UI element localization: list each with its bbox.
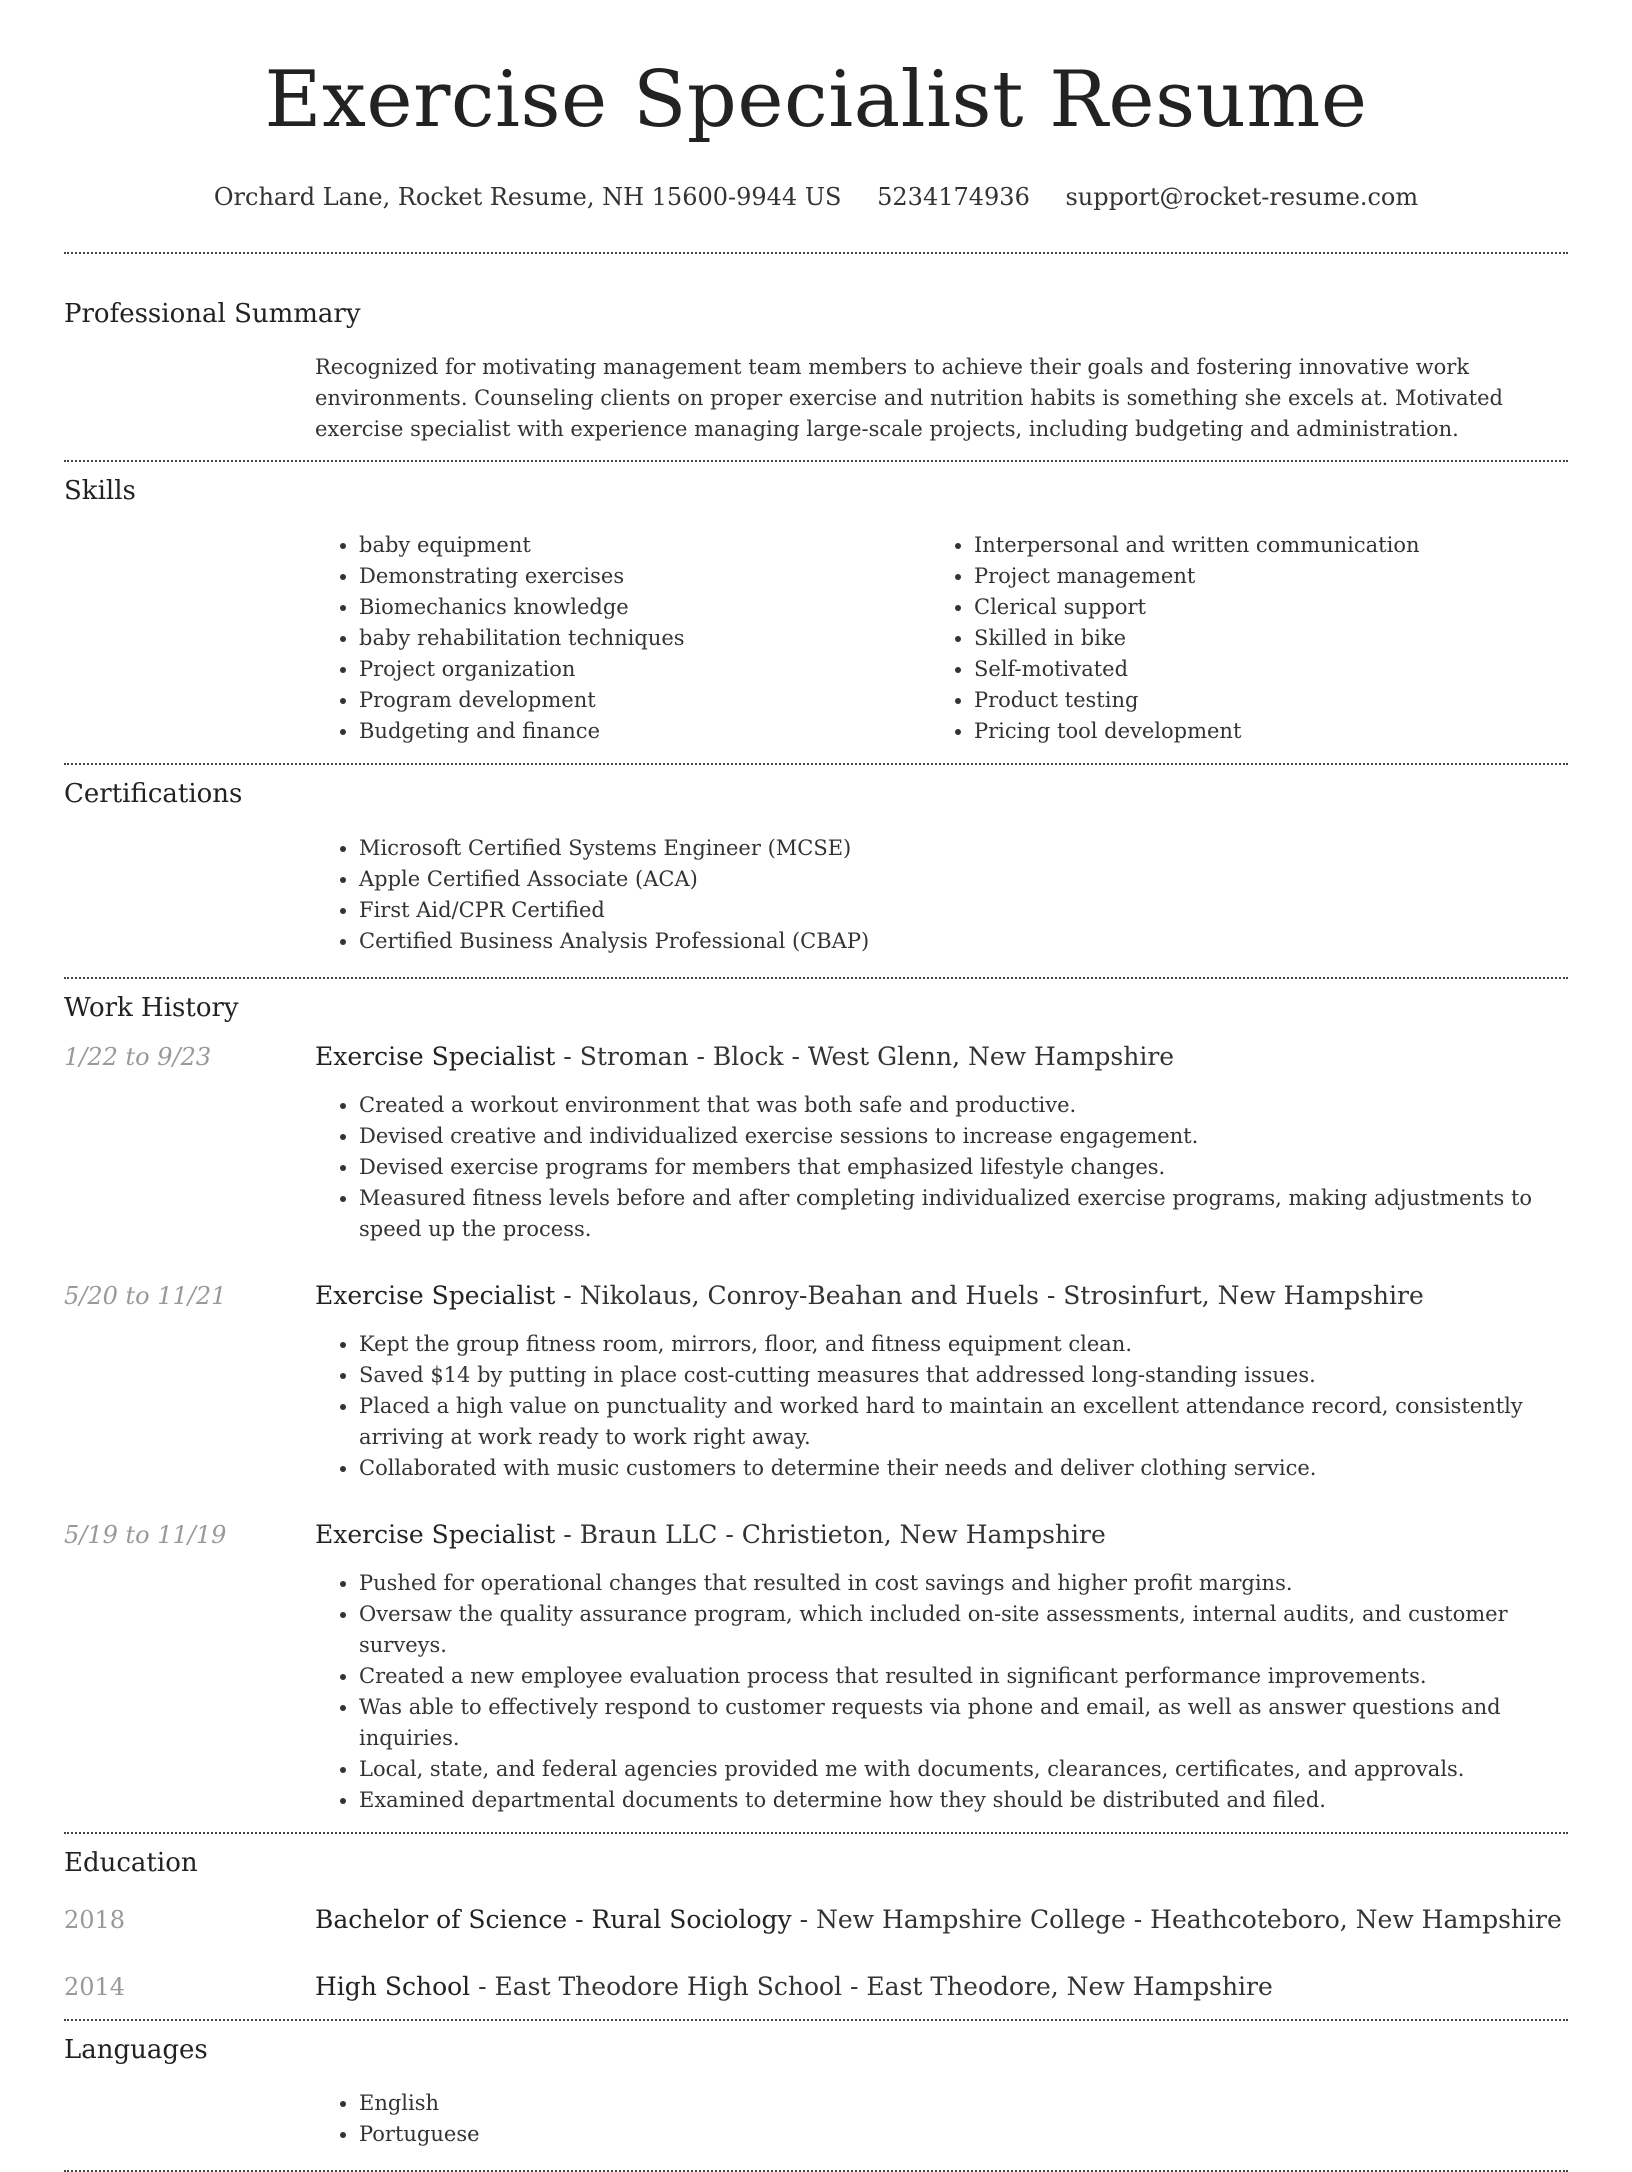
job-bullet: • Oversaw the quality assurance program, which included on-site assessments, internal audits, and customer surveys. <box>359 1599 1568 1661</box>
language-item: • Portuguese <box>359 2119 1568 2150</box>
skill-item: • Pricing tool development <box>974 716 1545 747</box>
skill-item: • Biomechanics knowledge <box>359 592 930 623</box>
job-date: 1/22 to 9/23 <box>64 1043 212 1071</box>
certifications-heading: Certifications <box>64 779 243 809</box>
job-role: Exercise Specialist <box>315 1520 556 1549</box>
summary-section <box>64 254 1568 460</box>
skills-list-left <box>315 530 930 747</box>
skills-grid <box>315 530 1568 747</box>
certifications-list <box>315 833 1568 957</box>
summary-text: Recognized for motivating management team members to achieve their goals and fostering innovative work environments. Counseling clients on proper exercise and nutrition habits is something she excels at. Motivated exercise specialist with experience managing large-scale projects, including budgeting and administration. <box>315 355 1503 441</box>
job-title <box>315 1281 1568 1311</box>
job-role: Exercise Specialist <box>315 1281 556 1310</box>
job-bullet: • Placed a high value on punctuality and worked hard to maintain an excellent attendance record, consistently arriving at work ready to work right away. <box>359 1391 1568 1453</box>
skill-item: • Program development <box>359 685 930 716</box>
job-date: 5/19 to 11/19 <box>64 1521 227 1549</box>
job-employer-location: - Braun LLC - Christieton, New Hampshire <box>555 1520 1106 1549</box>
job-bullet: • Created a workout environment that was both safe and productive. <box>359 1090 1568 1121</box>
education-title <box>315 1972 1568 2002</box>
language-item: • English <box>359 2088 1568 2119</box>
education-school-location: - New Hampshire College - Heathcoteboro, New Hampshire <box>791 1905 1562 1934</box>
skill-item: • Product testing <box>974 685 1545 716</box>
skills-section <box>64 462 1568 763</box>
languages-list <box>315 2088 1568 2150</box>
contact-address: Orchard Lane, Rocket Resume, NH 15600-9944 US <box>213 183 842 211</box>
skill-item: • Skilled in bike <box>974 623 1545 654</box>
work-history-heading: Work History <box>64 993 239 1023</box>
job-employer-location: - Stroman - Block - West Glenn, New Hampshire <box>555 1042 1175 1071</box>
education-degree: Bachelor of Science - Rural Sociology <box>315 1905 792 1934</box>
skills-heading: Skills <box>64 476 136 506</box>
job-details <box>315 1042 1568 1245</box>
summary-heading: Professional Summary <box>64 299 361 329</box>
summary-body <box>315 352 1568 445</box>
education-school-location: - East Theodore High School - East Theodore, New Hampshire <box>470 1972 1273 2001</box>
job-bullets <box>315 1090 1568 1245</box>
job-entry <box>64 1042 1568 1245</box>
education-heading: Education <box>64 1848 198 1878</box>
skill-item: • Clerical support <box>974 592 1545 623</box>
languages-heading: Languages <box>64 2035 208 2065</box>
job-bullet: • Local, state, and federal agencies provided me with documents, clearances, certificates, and approvals. <box>359 1754 1568 1785</box>
languages-section <box>64 2021 1568 2170</box>
skill-item: • Interpersonal and written communication <box>974 530 1545 561</box>
education-entry <box>64 1905 1568 1935</box>
education-section <box>64 1834 1568 2019</box>
contact-line <box>64 182 1568 212</box>
job-bullet: • Was able to effectively respond to customer requests via phone and email, as well as answer questions and inquiries. <box>359 1692 1568 1754</box>
job-bullet: • Collaborated with music customers to determine their needs and deliver clothing service. <box>359 1453 1568 1484</box>
languages-body <box>315 2088 1568 2150</box>
job-bullet: • Examined departmental documents to determine how they should be distributed and filed. <box>359 1785 1568 1816</box>
skills-list-right <box>930 530 1545 747</box>
job-bullet: • Kept the group fitness room, mirrors, floor, and fitness equipment clean. <box>359 1329 1568 1360</box>
skill-item: • Self-motivated <box>974 654 1545 685</box>
skill-item: • baby rehabilitation techniques <box>359 623 930 654</box>
job-bullets <box>315 1329 1568 1484</box>
job-bullet: • Devised creative and individualized exercise sessions to increase engagement. <box>359 1121 1568 1152</box>
skill-item: • Project management <box>974 561 1545 592</box>
job-bullet: • Saved $14 by putting in place cost-cutting measures that addressed long-standing issues. <box>359 1360 1568 1391</box>
education-title <box>315 1905 1568 1935</box>
job-employer-location: - Nikolaus, Conroy-Beahan and Huels - Strosinfurt, New Hampshire <box>555 1281 1424 1310</box>
job-details <box>315 1520 1568 1816</box>
job-entry <box>64 1281 1568 1484</box>
job-role: Exercise Specialist <box>315 1042 556 1071</box>
job-bullet: • Devised exercise programs for members that emphasized lifestyle changes. <box>359 1152 1568 1183</box>
certification-item: • First Aid/CPR Certified <box>359 895 1568 926</box>
job-date: 5/20 to 11/21 <box>64 1282 227 1310</box>
skill-item: • Project organization <box>359 654 930 685</box>
skills-column-left <box>315 530 930 747</box>
skill-item: • baby equipment <box>359 530 930 561</box>
work-history-section <box>64 979 1568 1832</box>
education-date: 2014 <box>64 1973 126 2001</box>
job-entry <box>64 1520 1568 1816</box>
jobs-container <box>64 1042 1568 1816</box>
certification-item: • Certified Business Analysis Professional (CBAP) <box>359 926 1568 957</box>
job-bullet: • Pushed for operational changes that resulted in cost savings and higher profit margins. <box>359 1568 1568 1599</box>
job-title <box>315 1520 1568 1550</box>
job-details <box>315 1281 1568 1484</box>
certifications-section <box>64 765 1568 977</box>
contact-email: support@rocket-resume.com <box>1065 183 1419 211</box>
job-bullet: • Measured fitness levels before and after completing individualized exercise programs, making adjustments to speed up the process. <box>359 1183 1568 1245</box>
education-degree: High School <box>315 1972 471 2001</box>
skill-item: • Demonstrating exercises <box>359 561 930 592</box>
job-bullets <box>315 1568 1568 1816</box>
contact-phone: 5234174936 <box>877 183 1030 211</box>
education-container <box>64 1905 1568 2002</box>
skills-column-right <box>930 530 1545 747</box>
job-title <box>315 1042 1568 1072</box>
job-bullet: • Created a new employee evaluation process that resulted in significant performance improvements. <box>359 1661 1568 1692</box>
education-entry <box>64 1972 1568 2002</box>
skill-item: • Budgeting and finance <box>359 716 930 747</box>
certification-item: • Apple Certified Associate (ACA) <box>359 864 1568 895</box>
certifications-body <box>315 833 1568 957</box>
certification-item: • Microsoft Certified Systems Engineer (MCSE) <box>359 833 1568 864</box>
resume-header <box>64 0 1568 212</box>
resume-title: Exercise Specialist Resume <box>264 55 1368 145</box>
education-date: 2018 <box>64 1906 126 1934</box>
